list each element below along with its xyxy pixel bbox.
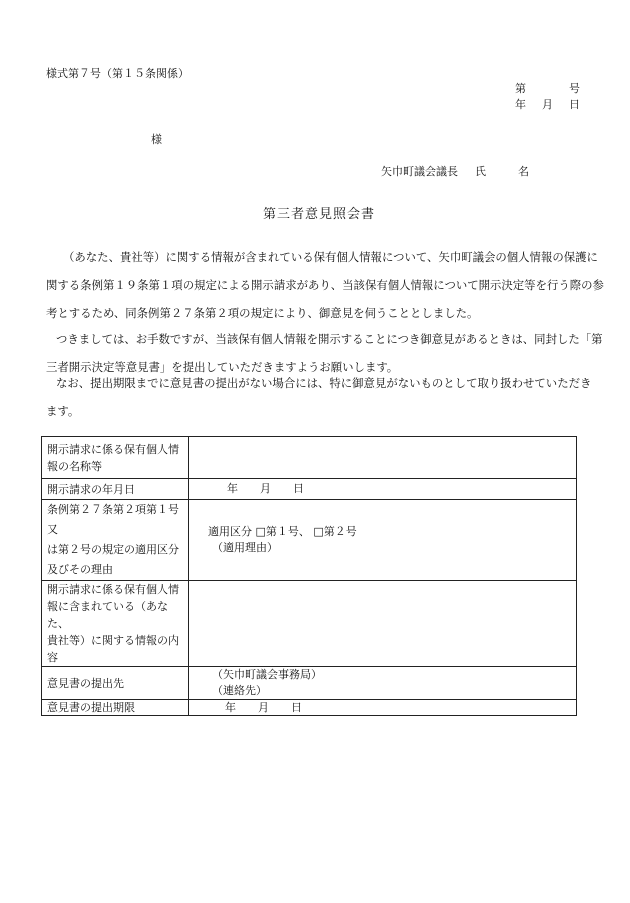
label-line: は第２号の規定の適用区分	[47, 543, 179, 556]
row-value-applicable-category	[189, 500, 577, 581]
label-line: 及びその理由	[47, 563, 113, 576]
label-line: 開示請求の年月日	[47, 482, 135, 496]
row-label-information-content	[42, 581, 189, 667]
row-label-submission-destination	[42, 667, 189, 700]
value-line: 適用区分 □第１号、 □第２号	[208, 525, 357, 538]
label-line: 報の名称等	[47, 459, 102, 473]
form-number: 様式第７号（第１５条関係）	[46, 67, 189, 80]
label-line: 開示請求に係る保有個人情	[47, 442, 179, 456]
value-line: 年 月 日	[227, 482, 304, 495]
value-line: （適用理由）	[212, 541, 278, 554]
label-line: 貴社等）に関する情報の内	[47, 634, 179, 647]
document-title: 第三者意見照会書	[263, 207, 376, 222]
row-value-request-date	[189, 479, 577, 500]
label-line: 開示請求に係る保有個人情	[47, 583, 179, 596]
sender-name-mei: 名	[518, 165, 529, 178]
paragraph-3	[46, 369, 592, 425]
date-day-label: 日	[569, 98, 580, 111]
table-row	[42, 437, 577, 479]
info-table	[41, 436, 577, 716]
row-label-disclosure-info-name	[42, 437, 189, 479]
doc-number-prefix: 第	[515, 82, 526, 95]
paragraph-2-line-1: つきましては、お手数ですが、当該保有個人情報を開示することにつき御意見があるときは、同封した「第	[56, 332, 603, 346]
paragraph-2-line-2: 三者開示決定等意見書」を提出していただきますようお願いします。	[46, 360, 399, 374]
sender-title: 矢巾町議会議長	[381, 165, 458, 178]
value-line: （矢巾町議会事務局）	[212, 668, 322, 681]
paragraph-3-line-2: ます。	[46, 404, 80, 418]
paragraph-1-line-1: （あなた、貴社等）に関する情報が含まれている保有個人情報について、矢巾町議会の個人情報の保護に	[63, 250, 598, 264]
row-value-disclosure-info-name	[189, 437, 577, 479]
row-label-submission-deadline	[42, 700, 189, 716]
label-line: 容	[47, 651, 58, 664]
value-line: （連絡先）	[212, 684, 267, 697]
paragraph-1-line-2: 関する条例第１９条第１項の規定による開示請求があり、当該保有個人情報について開示決定等を行う際の参	[46, 278, 604, 292]
table-row	[42, 581, 577, 667]
row-value-submission-deadline	[189, 700, 577, 716]
date-year-label: 年	[515, 98, 526, 111]
row-label-applicable-category	[42, 500, 189, 581]
row-value-submission-destination	[189, 667, 577, 700]
label-line: 報に含まれている（あなた、	[47, 600, 168, 630]
date-month-label: 月	[542, 98, 553, 111]
paragraph-1	[46, 243, 604, 327]
row-value-information-content	[189, 581, 577, 667]
recipient-honorific: 様	[151, 133, 162, 146]
table-row	[42, 700, 577, 716]
value-line: 年 月 日	[225, 700, 302, 714]
paragraph-3-line-1: なお、提出期限までに意見書の提出がない場合には、特に御意見がないものとして取り扱わせていただき	[56, 376, 592, 390]
label-line: 意見書の提出期限	[47, 700, 135, 714]
table-row	[42, 500, 577, 581]
table-row	[42, 479, 577, 500]
row-label-request-date	[42, 479, 189, 500]
doc-number-suffix: 号	[569, 82, 580, 95]
label-line: 意見書の提出先	[47, 676, 124, 690]
label-line: 条例第２７条第２項第１号又	[47, 503, 179, 536]
table-row	[42, 667, 577, 700]
paragraph-1-line-3: 考とするため、同条例第２７条第２項の規定により、御意見を伺うこととしました。	[46, 306, 479, 320]
sender-name-shi: 氏	[475, 165, 486, 178]
